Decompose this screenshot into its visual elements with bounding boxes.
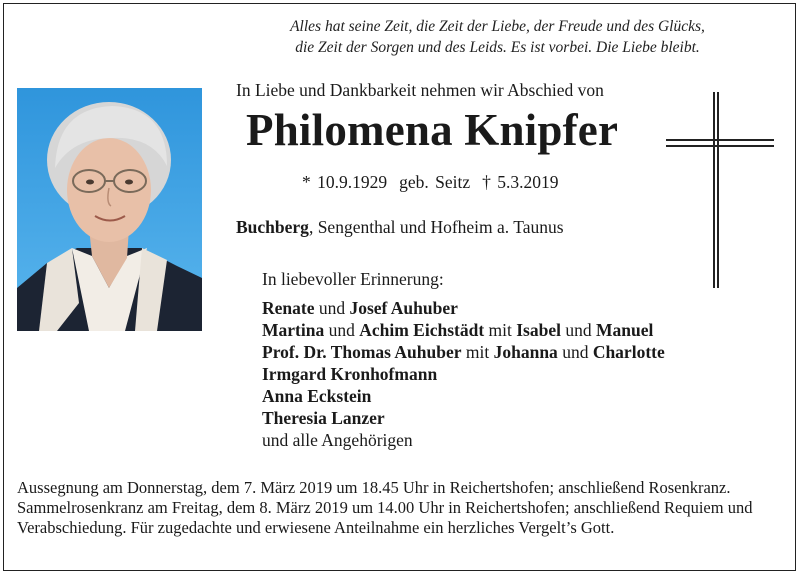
mourner-name: Irmgard Kronhofmann — [262, 364, 438, 384]
connector: und — [314, 298, 350, 318]
mourner-name: Isabel — [516, 320, 561, 340]
mourner-name: Martina — [262, 320, 325, 340]
mourner-line — [262, 319, 665, 341]
portrait-photo — [17, 88, 202, 331]
place-rest: , Sengenthal und Hofheim a. Taunus — [308, 217, 564, 237]
mourner-name: Theresia Lanzer — [262, 408, 385, 428]
mourner-name: Josef Auhuber — [349, 298, 458, 318]
farewell-intro: In Liebe und Dankbarkeit nehmen wir Abschied von — [236, 80, 604, 100]
mourner-name: Renate — [262, 298, 315, 318]
mourner-line — [262, 341, 665, 363]
quote — [210, 16, 785, 58]
deceased-name: Philomena Knipfer — [246, 105, 619, 155]
memory-heading: In liebevoller Erinnerung: — [262, 269, 444, 289]
mourner-name: Prof. Dr. Thomas Auhuber — [262, 342, 462, 362]
mourner-line: und alle Angehörigen — [262, 430, 413, 450]
life-dates — [302, 172, 559, 193]
mourner-name: Manuel — [595, 320, 654, 340]
mourner-name: Charlotte — [592, 342, 665, 362]
service-notice-2: Sammelrosenkranz am Freitag, dem 8. März 2019 um 14.00 Uhr in Reichertshofen; anschließend Requiem und Verabschiedung. Für zugedachte und erwiesene Anteilnahme ein herzliches Vergelt’s Gott. — [17, 498, 753, 537]
death-date: † 5.3.2019 — [482, 172, 559, 192]
mourner-name: Achim Eichstädt — [359, 320, 485, 340]
connector: mit — [461, 342, 494, 362]
cross-icon — [666, 92, 774, 288]
mourner-line — [262, 385, 665, 407]
maiden-name: geb. Seitz — [399, 172, 471, 192]
mourners-list — [262, 297, 665, 451]
connector: mit — [484, 320, 517, 340]
connector: und — [560, 320, 596, 340]
connector: und — [324, 320, 360, 340]
mourner-line — [262, 407, 665, 429]
place-main: Buchberg — [236, 217, 309, 237]
quote-line-2: die Zeit der Sorgen und des Leids. Es ist vorbei. Die Liebe bleibt. — [295, 39, 700, 56]
service-notice — [17, 478, 792, 538]
service-notice-1: Aussegnung am Donnerstag, dem 7. März 2019 um 18.45 Uhr in Reichertshofen; anschließend Rosenkranz. — [17, 478, 731, 497]
connector: und — [557, 342, 593, 362]
birth-date: * 10.9.1929 — [302, 172, 388, 192]
quote-line-1: Alles hat seine Zeit, die Zeit der Liebe, der Freude und des Glücks, — [290, 18, 705, 35]
mourner-line — [262, 363, 665, 385]
mourner-name: Anna Eckstein — [262, 386, 372, 406]
mourner-line — [262, 297, 665, 319]
mourner-name: Johanna — [493, 342, 558, 362]
places — [236, 217, 564, 238]
